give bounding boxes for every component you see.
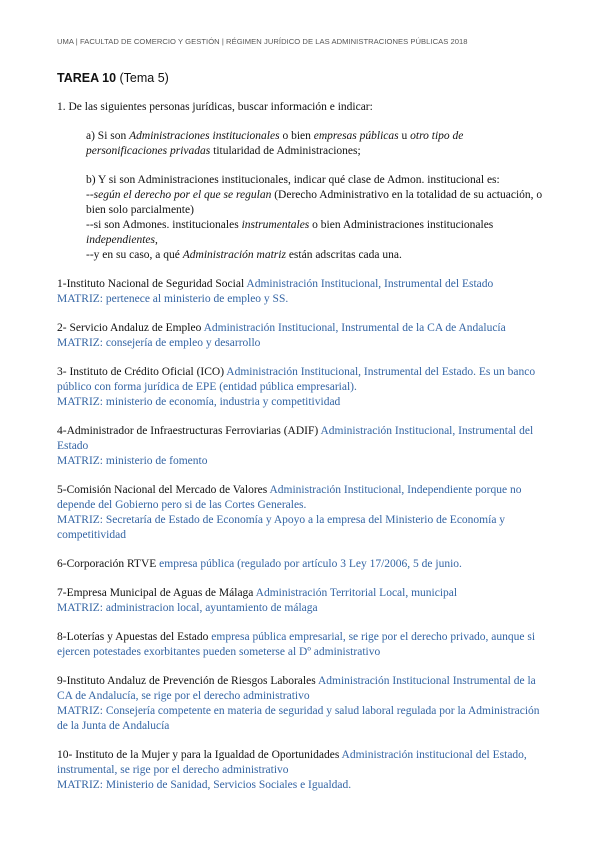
entity-answer: Administración Institucional, Instrumental del Estado [57,425,534,452]
entry-2 [57,321,547,351]
text: -- [86,189,94,201]
entry-6 [57,557,547,572]
entity-matriz: MATRIZ: ministerio de fomento [57,455,208,467]
entry-description [57,674,547,704]
entity-name: 6-Corporación RTVE [57,558,157,570]
entity-matriz: MATRIZ: pertenece al ministerio de empleo y SS. [57,293,289,305]
text: titularidad de Administraciones; [210,145,361,157]
text: a) Si son [86,130,130,142]
entity-name: 1-Instituto Nacional de Seguridad Social [57,278,245,290]
text: o bien [279,130,314,142]
italic-text: instrumentales [241,219,310,231]
entry-description [57,483,547,513]
entity-answer: empresa pública empresarial, se rige por el derecho privado, aunque si ejercen potestades exorbitantes pueden someterse al Dº administrativo [57,631,536,658]
page-title [57,71,169,85]
entry-description [57,277,547,292]
entry-10 [57,748,547,793]
title-bold: TAREA 10 [57,71,117,85]
entity-answer: Administración Institucional, Independiente porque no depende del Gobierno pero si de las Cortes Generales. [57,484,522,511]
title-subtitle: (Tema 5) [116,71,169,85]
entity-answer: empresa pública (regulado por artículo 3 Ley 17/2006, 5 de junio. [156,558,462,570]
text: u [398,130,411,142]
entry-9 [57,674,547,734]
entity-matriz: MATRIZ: Secretaría de Estado de Economía y Apoyo a la empresa del Ministerio de Economía y competitividad [57,514,506,541]
entity-answer: Administración institucional del Estado, instrumental, se rige por el derecho administrativo [57,749,527,776]
entity-matriz: MATRIZ: Ministerio de Sanidad, Servicios Sociales e Igualdad. [57,779,352,791]
instruction-b-line-1: b) Y si son Administraciones institucionales, indicar qué clase de Admon. institucional es: [86,174,500,186]
entity-matriz: MATRIZ: ministerio de economía, industria y competitividad [57,396,341,408]
entity-name: 9-Instituto Andaluz de Prevención de Riesgos Laborales [57,675,316,687]
text: --y en su caso, a qué [86,249,183,261]
instruction-b-line-3 [86,218,547,248]
entity-name: 2- Servicio Andaluz de Empleo [57,322,202,334]
document-body [57,100,547,807]
entry-3 [57,365,547,410]
italic-text: otro tipo de personificaciones privadas [86,130,464,157]
italic-text: independientes [86,234,155,246]
italic-text: Administraciones institucionales [129,130,280,142]
entity-name: 10- Instituto de la Mujer y para la Igualdad de Oportunidades [57,749,340,761]
entity-matriz: MATRIZ: Consejería competente en materia de seguridad y salud laboral regulada por la Administración de la Junta de Andalucía [57,705,540,732]
entry-description [57,748,547,778]
instructions-block [86,129,547,263]
entry-1 [57,277,547,307]
entry-4 [57,424,547,469]
text: , [154,234,158,246]
entity-name: 7-Empresa Municipal de Aguas de Málaga [57,587,254,599]
italic-text: según el derecho por el que se regulan [93,189,272,201]
instruction-b [86,173,547,263]
italic-text: Administración matriz [182,249,286,261]
entry-description [57,557,547,572]
entry-description [57,424,547,454]
entry-7 [57,586,547,616]
entity-matriz: MATRIZ: consejería de empleo y desarrollo [57,337,261,349]
text: están adscritas cada una. [285,249,402,261]
italic-text: empresas públicas [313,130,399,142]
entry-description [57,365,547,395]
entity-name: 8-Loterías y Apuestas del Estado [57,631,209,643]
instruction-b-line-4 [86,248,547,263]
entity-answer: Administración Institucional, Instrumental del Estado [244,278,494,290]
entity-answer: Administración Institucional Instrumental de la CA de Andalucía, se rige por el derecho administrativo [57,675,536,702]
text: o bien Administraciones institucionales [309,219,494,231]
entity-answer: Administración Territorial Local, municipal [253,587,458,599]
text: --si son Admones. institucionales [86,219,242,231]
text: (Derecho Administrativo en la totalidad de su actuación, o bien solo parcialmente) [86,189,543,216]
entry-description [57,321,547,336]
instruction-a [86,129,547,159]
running-header: UMA | FACULTAD DE COMERCIO Y GESTIÓN | RÉGIMEN JURÍDICO DE LAS ADMINISTRACIONES PÚBLICAS 2018 [57,37,468,46]
entity-matriz: MATRIZ: administracion local, ayuntamiento de málaga [57,602,318,614]
instruction-b-line-2 [86,188,547,218]
entity-answer: Administración Institucional, Instrumental del Estado. Es un banco público con forma jurídica de EPE (entidad pública empresarial). [57,366,536,393]
entry-description [57,586,547,601]
entry-5 [57,483,547,543]
entry-description [57,630,547,660]
intro-paragraph: 1. De las siguientes personas jurídicas, buscar información e indicar: [57,101,373,113]
entity-answer: Administración Institucional, Instrumental de la CA de Andalucía [201,322,506,334]
entry-8 [57,630,547,660]
entity-name: 4-Administrador de Infraestructuras Ferroviarias (ADIF) [57,425,319,437]
entity-name: 3- Instituto de Crédito Oficial (ICO) [57,366,225,378]
entity-name: 5-Comisión Nacional del Mercado de Valores [57,484,268,496]
